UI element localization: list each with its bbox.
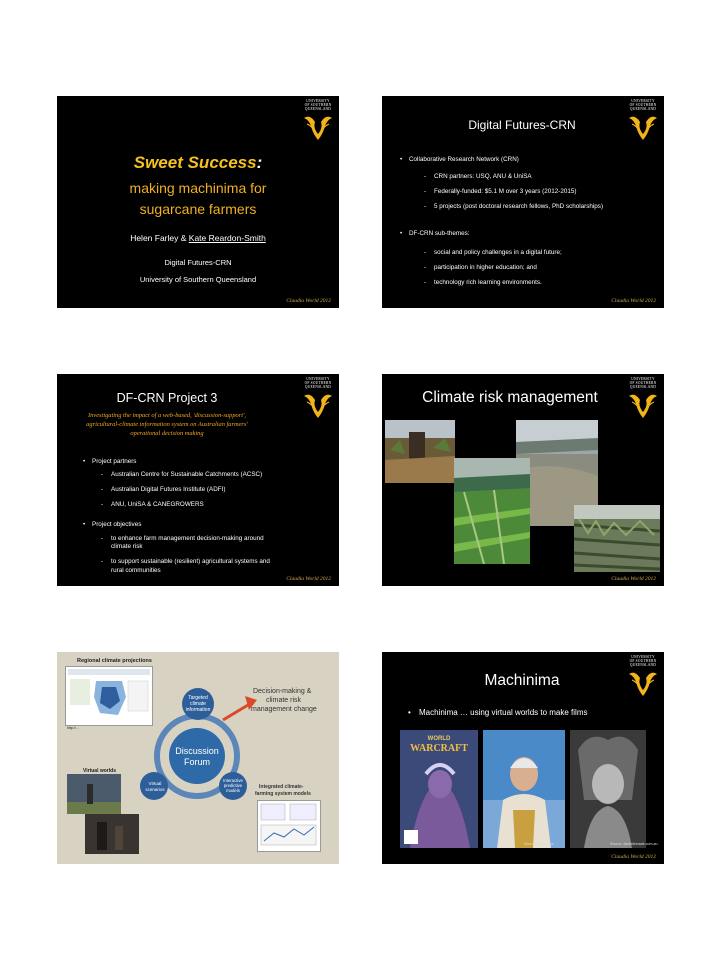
slide-subheading: Investigating the impact of a web-based, 'discussion-support', agricultural-climate information system on Australian farmers' operational decision making xyxy=(86,412,248,437)
phoenix-icon xyxy=(626,668,660,698)
sub-item: - Australian Centre for Sustainable Catchments (ACSC) xyxy=(101,471,263,478)
phoenix-icon xyxy=(626,112,660,142)
slide-title xyxy=(57,96,339,308)
logo-text: UNIVERSITY xyxy=(631,377,655,381)
slide-machinima xyxy=(382,652,664,864)
organisation: Digital Futures-CRN xyxy=(164,258,232,267)
slide-digital-futures xyxy=(382,96,664,308)
regional-climate-label: Regional climate projections xyxy=(77,658,152,664)
slide-footer: Claudia World 2012 xyxy=(286,298,331,304)
discussion-forum-node: Discussion Forum xyxy=(175,746,219,767)
presentation-subtitle: making machinima for xyxy=(129,180,267,196)
virtual-world-screenshots xyxy=(67,774,141,856)
bullet-item: • Collaborative Research Network (CRN) xyxy=(400,156,519,163)
sub-item: - 5 projects (post doctoral research fellows, PhD scholarships) xyxy=(424,203,604,210)
slide-heading: Climate risk management xyxy=(422,389,598,406)
sub-item: - social and policy challenges in a digital future; xyxy=(424,249,562,256)
usq-logo xyxy=(625,99,661,145)
sub-item: - Australian Digital Futures Institute (ADFI) xyxy=(101,486,226,493)
virtual-worlds-label: Virtual worlds xyxy=(83,768,116,774)
virtual-scenarios-node: Virtual scenarios xyxy=(145,781,165,792)
sub-item: - CRN partners: USQ, ANU & UniSA xyxy=(424,173,532,180)
decision-making-label: management change xyxy=(251,706,317,713)
sub-item: - participation in higher education; and xyxy=(424,264,537,271)
logo-text: QUEENSLAND xyxy=(629,385,657,389)
slide-footer: Claudia World 2012 xyxy=(611,854,656,860)
fantasy-character-image xyxy=(570,730,646,848)
sub-item-continued: rural communities xyxy=(111,567,161,574)
logo-text: OF SOUTHERN xyxy=(304,103,332,107)
logo-text: QUEENSLAND xyxy=(629,107,657,111)
logo-text: QUEENSLAND xyxy=(304,385,332,389)
logo-text: OF SOUTHERN xyxy=(629,659,657,663)
phoenix-icon xyxy=(301,112,335,142)
url-label: http://... xyxy=(67,726,79,730)
usq-logo xyxy=(625,377,661,423)
slide-heading: Machinima xyxy=(484,672,560,689)
logo-text: UNIVERSITY xyxy=(306,377,330,381)
bullet-item: • Project objectives xyxy=(83,521,142,528)
usq-logo xyxy=(625,655,661,701)
logo-text: UNIVERSITY xyxy=(631,99,655,103)
slide-heading: DF-CRN Project 3 xyxy=(116,391,218,405)
slide-discussion-forum-diagram xyxy=(57,652,339,864)
slide-climate-risk xyxy=(382,374,664,586)
logo-text: UNIVERSITY xyxy=(306,99,330,103)
image-source: Source: daniellemade.com.au xyxy=(610,842,658,846)
sub-item: - technology rich learning environments. xyxy=(424,279,542,286)
sub-item-continued: climate risk xyxy=(111,543,143,550)
game-logo-warcraft: WARCRAFT xyxy=(410,743,468,754)
crop-damage-photo xyxy=(574,505,660,572)
usq-logo xyxy=(300,99,336,145)
sub-item: - ANU, UniSA & CANEGROWERS xyxy=(101,501,204,508)
slide-footer: Claudia World 2012 xyxy=(286,576,331,582)
logo-text: OF SOUTHERN xyxy=(629,103,657,107)
slide-project-3 xyxy=(57,374,339,586)
bullet-item: • Machinima … using virtual worlds to make films xyxy=(408,708,588,717)
models-screenshot xyxy=(257,800,321,852)
sub-item: - Federally-funded: $5.1 M over 3 years (2012-2015) xyxy=(424,188,577,195)
slide-footer: Claudia World 2012 xyxy=(611,298,656,304)
sub-item: - to enhance farm management decision-making around xyxy=(101,535,264,542)
usq-logo xyxy=(300,377,336,423)
integrated-models-label: Integrated climate- xyxy=(259,784,304,790)
world-of-warcraft-box xyxy=(400,730,478,848)
slide-footer: Claudia World 2012 xyxy=(611,576,656,582)
rice-field-photo xyxy=(454,458,530,564)
game-logo-world: WORLD xyxy=(427,736,451,742)
sub-item: - to support sustainable (resilient) agricultural systems and xyxy=(101,558,270,565)
slide-heading: Digital Futures-CRN xyxy=(468,118,576,132)
logo-text: OF SOUTHERN xyxy=(304,381,332,385)
logo-text: QUEENSLAND xyxy=(629,663,657,667)
phoenix-icon xyxy=(626,390,660,420)
logo-text: OF SOUTHERN xyxy=(629,381,657,385)
presentation-subtitle: sugarcane farmers xyxy=(139,201,257,217)
university: University of Southern Queensland xyxy=(139,275,257,284)
logo-text: QUEENSLAND xyxy=(304,107,332,111)
bullet-item: • DF-CRN sub-themes: xyxy=(400,230,470,237)
image-source: Source: wired.com xyxy=(524,842,554,846)
predictive-models-node: Interactive predictive models xyxy=(223,778,243,794)
logo-text: UNIVERSITY xyxy=(631,655,655,659)
phoenix-icon xyxy=(301,390,335,420)
decision-making-label: climate risk xyxy=(266,697,302,704)
bullet-item: • Project partners xyxy=(83,458,137,465)
sugarcane-harvest-photo xyxy=(385,420,455,483)
authors: Helen Farley & Kate Reardon-Smith xyxy=(130,233,266,243)
diagram-background xyxy=(57,652,339,864)
targeted-info-node: Targeted climate information xyxy=(185,695,211,713)
armored-avatar-image xyxy=(483,730,565,848)
decision-making-label: Decision-making & xyxy=(253,688,312,695)
models-screenshot-graphic xyxy=(258,801,320,851)
presentation-title: Sweet Success: xyxy=(133,153,263,172)
integrated-models-label: farming system models xyxy=(255,791,311,797)
